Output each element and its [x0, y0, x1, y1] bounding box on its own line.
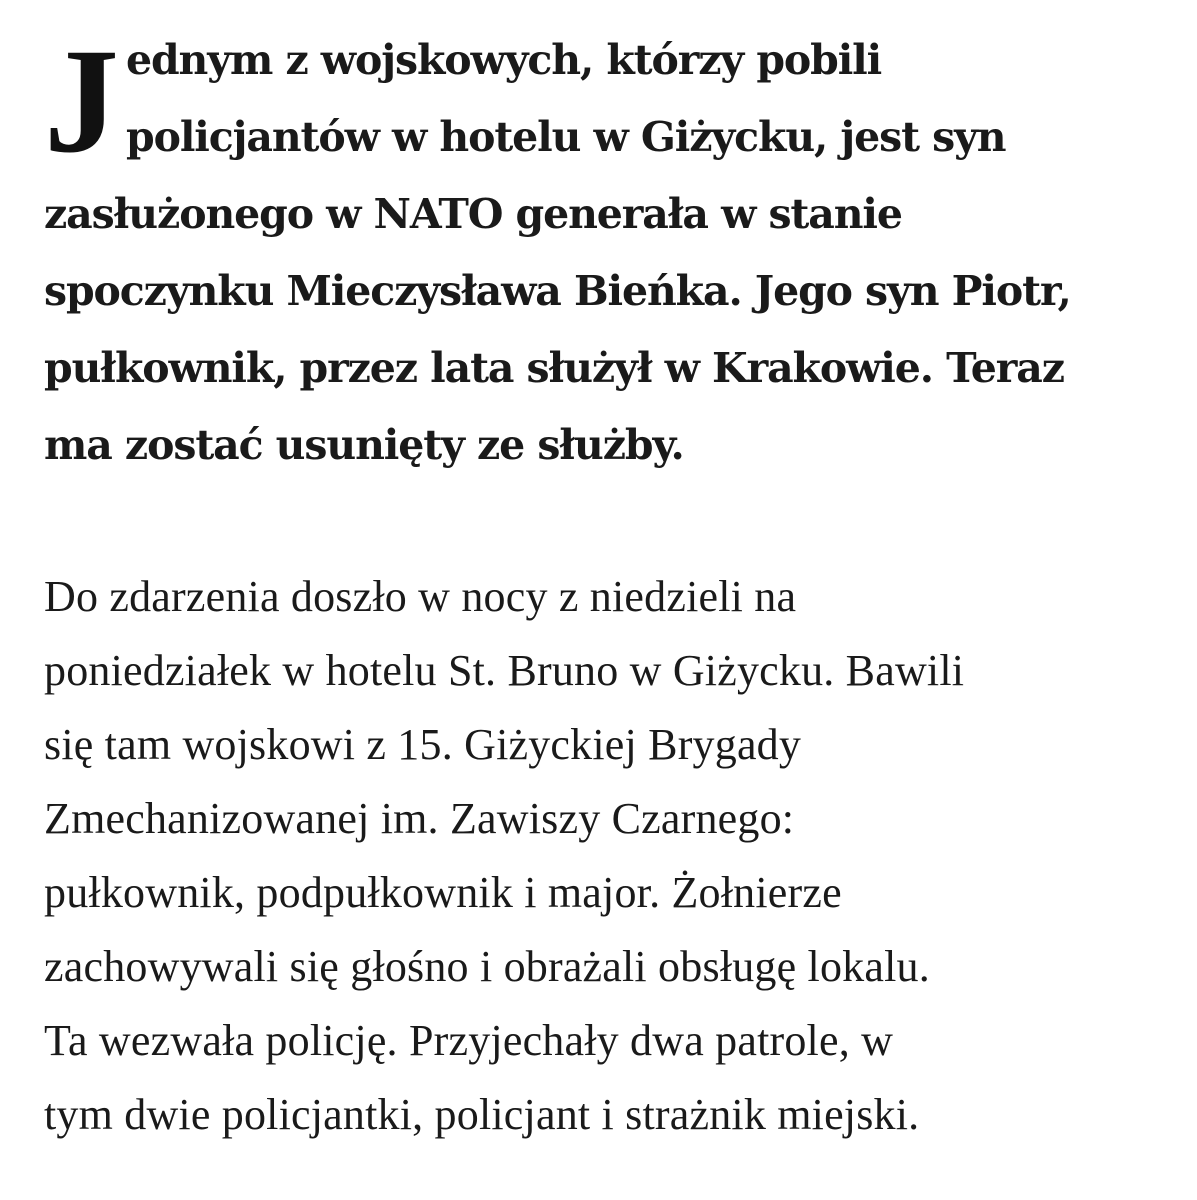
- lead-line: ma zostać usunięty ze służby.: [44, 421, 684, 469]
- lead-line: policjantów w hotelu w Giżycku, jest syn: [126, 113, 1006, 161]
- lead-line: ednym z wojskowych, którzy pobili: [126, 36, 882, 84]
- paragraph-line: Ta wezwała policję. Przyjechały dwa patrole, w: [44, 1016, 894, 1065]
- drop-cap: J: [44, 18, 118, 184]
- paragraph-line: Do zdarzenia doszło w nocy z niedzieli na: [44, 572, 797, 621]
- paragraph-line: zachowywali się głośno i obrażali obsługę lokalu.: [44, 942, 930, 991]
- lead-line: spoczynku Mieczysława Bieńka. Jego syn Piotr,: [44, 267, 1071, 315]
- lead-line: pułkownik, przez lata służył w Krakowie. Teraz: [44, 344, 1064, 392]
- paragraph-line: poniedziałek w hotelu St. Bruno w Giżycku. Bawili: [44, 646, 965, 695]
- article: [44, 18, 1164, 1139]
- paragraph-line: tym dwie policjantki, policjant i strażnik miejski.: [44, 1090, 920, 1139]
- paragraph-line: pułkownik, podpułkownik i major. Żołnierze: [44, 868, 842, 917]
- article-paragraph: [44, 560, 964, 1152]
- lead-line: zasłużonego w NATO generała w stanie: [44, 190, 902, 238]
- paragraph-line: Zmechanizowanej im. Zawiszy Czarnego:: [44, 794, 795, 843]
- paragraph-line: się tam wojskowi z 15. Giżyckiej Brygady: [44, 720, 802, 769]
- article-lead: [44, 18, 1164, 484]
